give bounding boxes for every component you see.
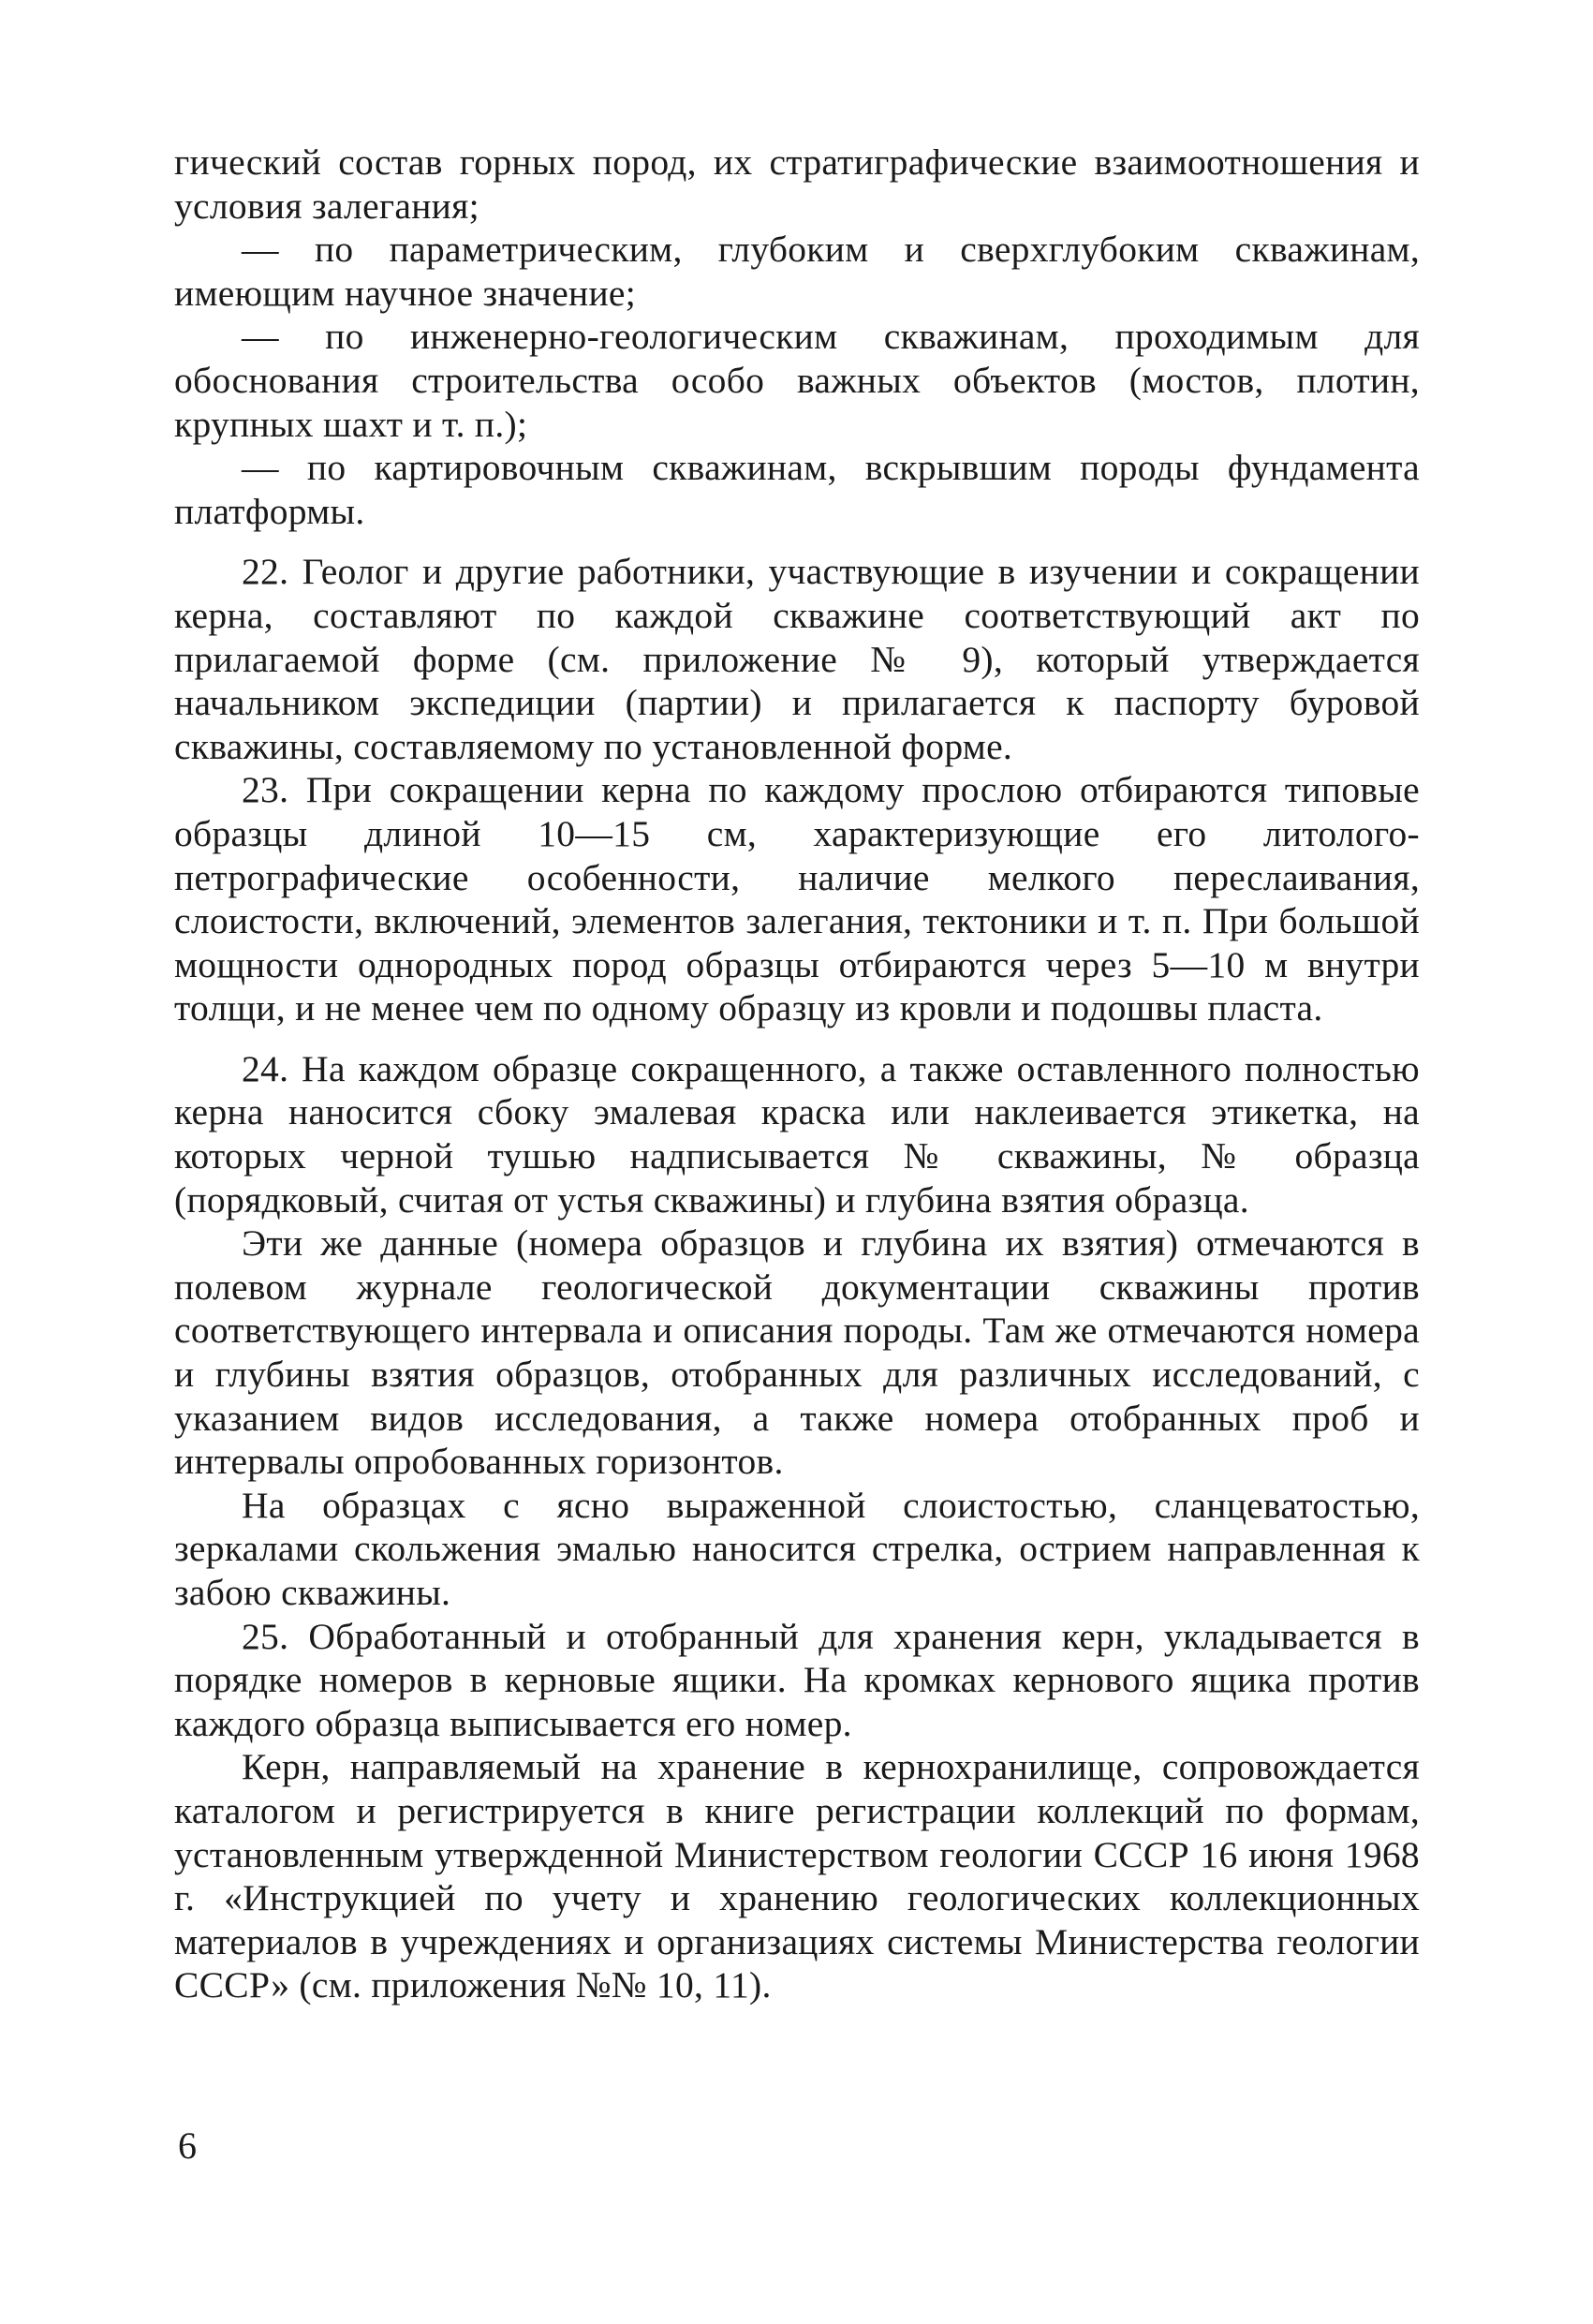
paragraph-core-storage: Керн, направляемый на хранение в кернохранилище, сопровождается каталогом и регистрируется в книге регистрации коллекций по формам, установленным утвержденной Министерством геологии СССР 16 июня 1968 г. «Инструкцией по учету и хранению геологических коллекционных материалов в учреждениях и организациях системы Министерства геологии СССР» (см. приложения №№ 10, 11). xyxy=(174,1746,1420,2006)
paragraph-continuation: гический состав горных пород, их стратиграфические взаимоотношения и условия залегания; xyxy=(174,141,1420,227)
list-item-parametric-wells: — по параметрическим, глубоким и сверхглубоким скважинам, имеющим научное значение; xyxy=(174,229,1420,314)
list-item-mapping-wells: — по картировочным скважинам, вскрывшим породы фундамента платформы. xyxy=(174,447,1420,532)
paragraph-item-23: 23. При сокращении керна по каждому прослою отбираются типовые образцы длиной 10—15 см, характеризующие его литолого-петрографические особенности, наличие мелкого переслаивания, слоистости, включений, элементов залегания, тектоники и т. п. При большой мощности однородных пород образцы отбираются через 5—10 м внутри толщи, и не менее чем по одному образцу из кровли и подошвы пласта. xyxy=(174,769,1420,1029)
list-item-engineering-wells: — по инженерно-геологическим скважинам, проходимым для обоснования строительства особо важных объектов (мостов, плотин, крупных шахт и т. п.); xyxy=(174,316,1420,445)
page-number: 6 xyxy=(178,2124,197,2167)
body-text xyxy=(174,141,1420,2007)
paragraph-item-22: 22. Геолог и другие работники, участвующие в изучении и сокращении керна, составляют по каждой скважине соответствующий акт по прилагаемой форме (см. приложение № 9), который утверждается начальником экспедиции (партии) и прилагается к паспорту буровой скважины, составляемому по установленной форме. xyxy=(174,551,1420,767)
paragraph-item-25: 25. Обработанный и отобранный для хранения керн, укладывается в порядке номеров в керновые ящики. На кромках кернового ящика против каждого образца выписывается его номер. xyxy=(174,1615,1420,1744)
paragraph-item-24: 24. На каждом образце сокращенного, а также оставленного полностью керна наносится сбоку эмалевая краска или наклеивается этикетка, на которых черной тушью надписывается № скважины, № образца (порядковый, считая от устья скважины) и глубина взятия образца. xyxy=(174,1047,1420,1221)
paragraph-arrow-marking: На образцах с ясно выраженной слоистостью, сланцеватостью, зеркалами скольжения эмалью наносится стрелка, острием направленная к забою скважины. xyxy=(174,1484,1420,1613)
paragraph-sample-data: Эти же данные (номера образцов и глубина их взятия) отмечаются в полевом журнале геологической документации скважины против соответствующего интервала и описания породы. Там же отмечаются номера и глубины взятия образцов, отобранных для различных исследований, с указанием видов исследования, а также номера отобранных проб и интервалы опробованных горизонтов. xyxy=(174,1222,1420,1483)
